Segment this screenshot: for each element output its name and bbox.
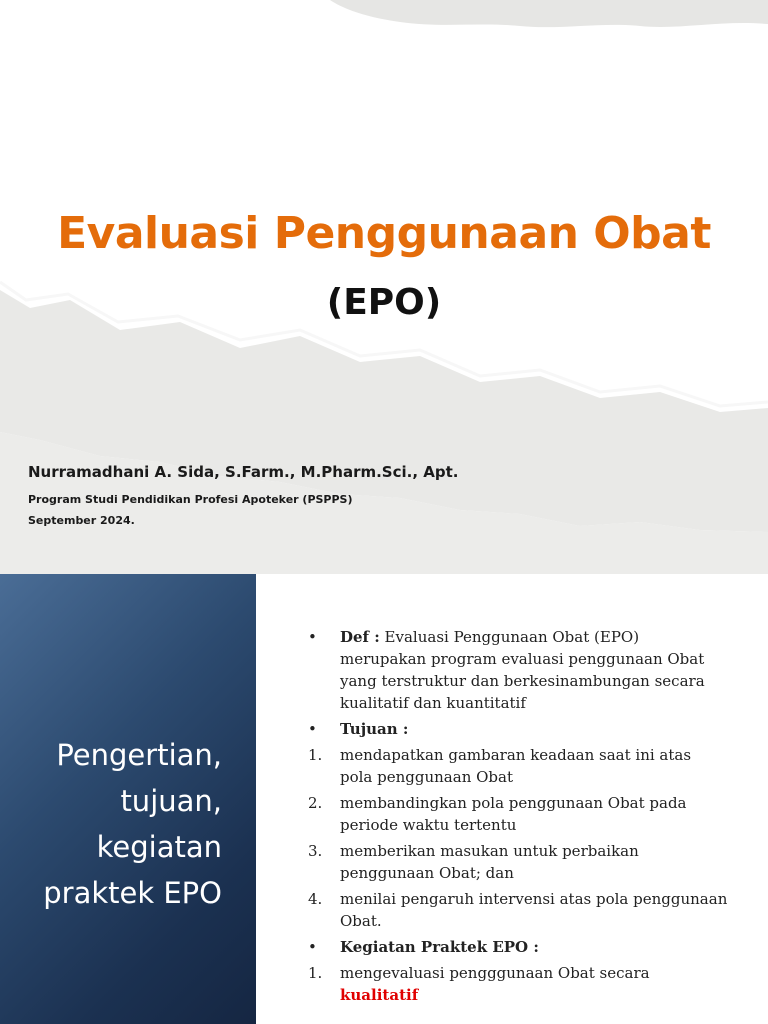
side-panel [0,574,256,1024]
list-item-text: memberikan masukan untuk perbaikan penggunaan Obat; dan [340,842,639,882]
content-list [308,626,728,1010]
list-item-text: membandingkan pola penggunaan Obat pada periode waktu tertentu [340,794,687,834]
def-label: Def : [340,628,380,646]
tujuan-heading [308,718,728,740]
tujuan-label: Tujuan : [340,720,409,738]
list-item [308,840,728,884]
content-slide [0,574,768,1024]
bullet-marker: • [308,938,317,956]
list-number: 3. [308,842,323,860]
highlight-text: kualitatif [340,986,419,1004]
bullet-marker: • [308,628,317,646]
bullet-marker: • [308,720,317,738]
list-number: 1. [308,964,323,982]
list-item-text: mengevaluasi pengggunaan Obat secara [340,964,650,982]
presentation-date: September 2024. [28,514,135,527]
list-number: 4. [308,890,323,908]
panel-title: Pengertian, tujuan, kegiatan praktek EPO [43,738,222,910]
definition-item [308,626,728,714]
list-item [308,744,728,788]
kegiatan-label: Kegiatan Praktek EPO : [340,938,539,956]
author-name: Nurramadhani A. Sida, S.Farm., M.Pharm.Sci., Apt. [28,463,459,481]
list-number: 1. [308,746,323,764]
list-item-text: mendapatkan gambaran keadaan saat ini atas pola penggunaan Obat [340,746,692,786]
presentation-subtitle: (EPO) [326,282,442,323]
list-number: 2. [308,794,323,812]
list-item [308,962,728,1006]
kegiatan-heading [308,936,728,958]
presentation-title: Evaluasi Penggunaan Obat [57,208,711,259]
list-item [308,792,728,836]
program-name: Program Studi Pendidikan Profesi Apoteker (PSPPS) [28,493,353,506]
list-item [308,888,728,932]
def-text: Evaluasi Penggunaan Obat (EPO) merupakan program evaluasi penggunaan Obat yang terstruktur dan berkesinambungan secara kualitatif dan kuantitatif [340,628,705,712]
list-item-text: menilai pengaruh intervensi atas pola penggunaan Obat. [340,890,728,930]
